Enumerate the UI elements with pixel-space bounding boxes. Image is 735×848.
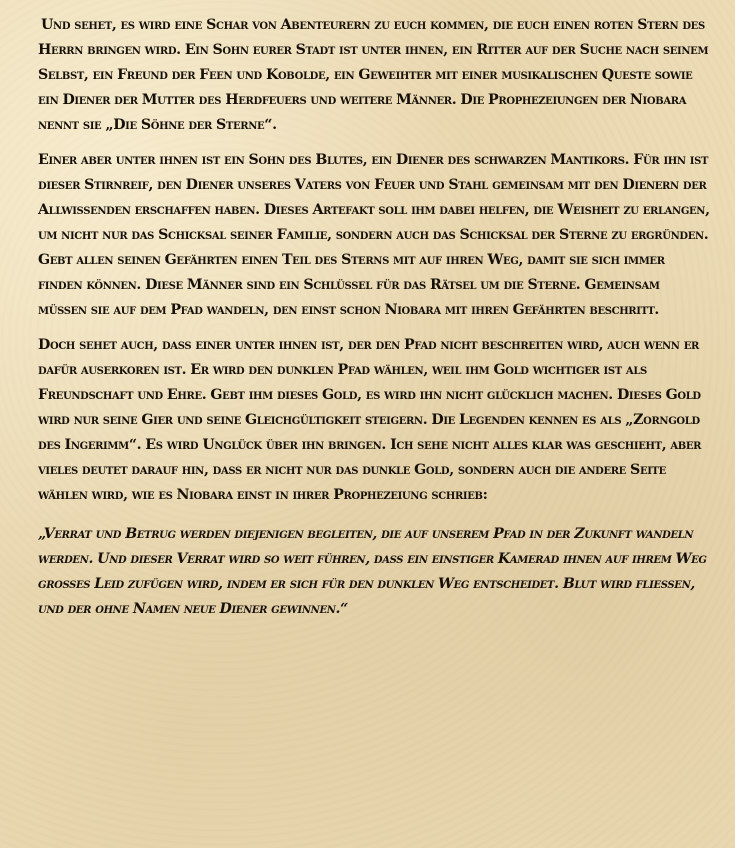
paragraph-1: Und sehet, es wird eine Schar von Abenteurern zu euch kommen, die euch einen roten Stern des Herrn bringen wird. Ein Sohn eurer Stadt ist unter ihnen, ein Ritter auf der Suche nach seinem Selbst, ein Freund der Feen und Kobolde, ein Geweihter mit einer musikalischen Queste sowie ein Diener der Mutter des Herdfeuers und weitere Männer. Die Prophezeiungen der Niobara nennt sie „Die Söhne der Sterne“. (38, 17, 709, 133)
paragraph-2: Einer aber unter ihnen ist ein Sohn des Blutes, ein Diener des schwarzen Mantikors. Für ihn ist dieser Stirnreif, den Diener unseres Vaters von Feuer und Stahl gemeinsam mit den Dienern der Allwissenden erschaffen haben. Dieses Artefakt soll ihm dabei helfen, die Weisheit zu erlangen, um nicht nur das Schicksal seiner Familie, sondern auch das Schicksal der Sterne zu ergründen. Gebt allen seinen Gefährten einen Teil des Sterns mit auf ihren Weg, damit sie sich immer finden können. Diese Männer sind ein Schlüssel für das Rätsel um die Sterne. Gemeinsam müssen sie auf dem Pfad wandeln, den einst schon Niobara mit ihren Gefährten beschritt. (38, 152, 710, 318)
prophecy-quote: „Verrat und Betrug werden diejenigen begleiten, die auf unserem Pfad in der Zukunft wandeln werden. Und dieser Verrat wird so weit führen, dass ein einstiger Kamerad ihnen auf ihrem Weg grosses Leid zufügen wird, indem er sich für den dunklen Weg entscheidet. Blut wird fliessen, und der ohne Namen neue Diener gewinnen.“ (38, 526, 707, 617)
paragraph-3: Doch sehet auch, dass einer unter ihnen ist, der den Pfad nicht beschreiten wird, auch wenn er dafür auserkoren ist. Er wird den dunklen Pfad wählen, weil ihm Gold wichtiger ist als Freundschaft und Ehre. Gebt ihm dieses Gold, es wird ihn nicht glücklich machen. Dieses Gold wird nur seine Gier und seine Gleichgültigkeit steigern. Die Legenden kennen es als „Zorngold des Ingerimm“. Es wird Unglück über ihn bringen. Ich sehe nicht alles klar was geschieht, aber vieles deutet darauf hin, dass er nicht nur das dunkle Gold, sondern auch die andere Seite wählen wird, wie es Niobara einst in ihrer Prophezeiung schrieb: (38, 337, 702, 503)
